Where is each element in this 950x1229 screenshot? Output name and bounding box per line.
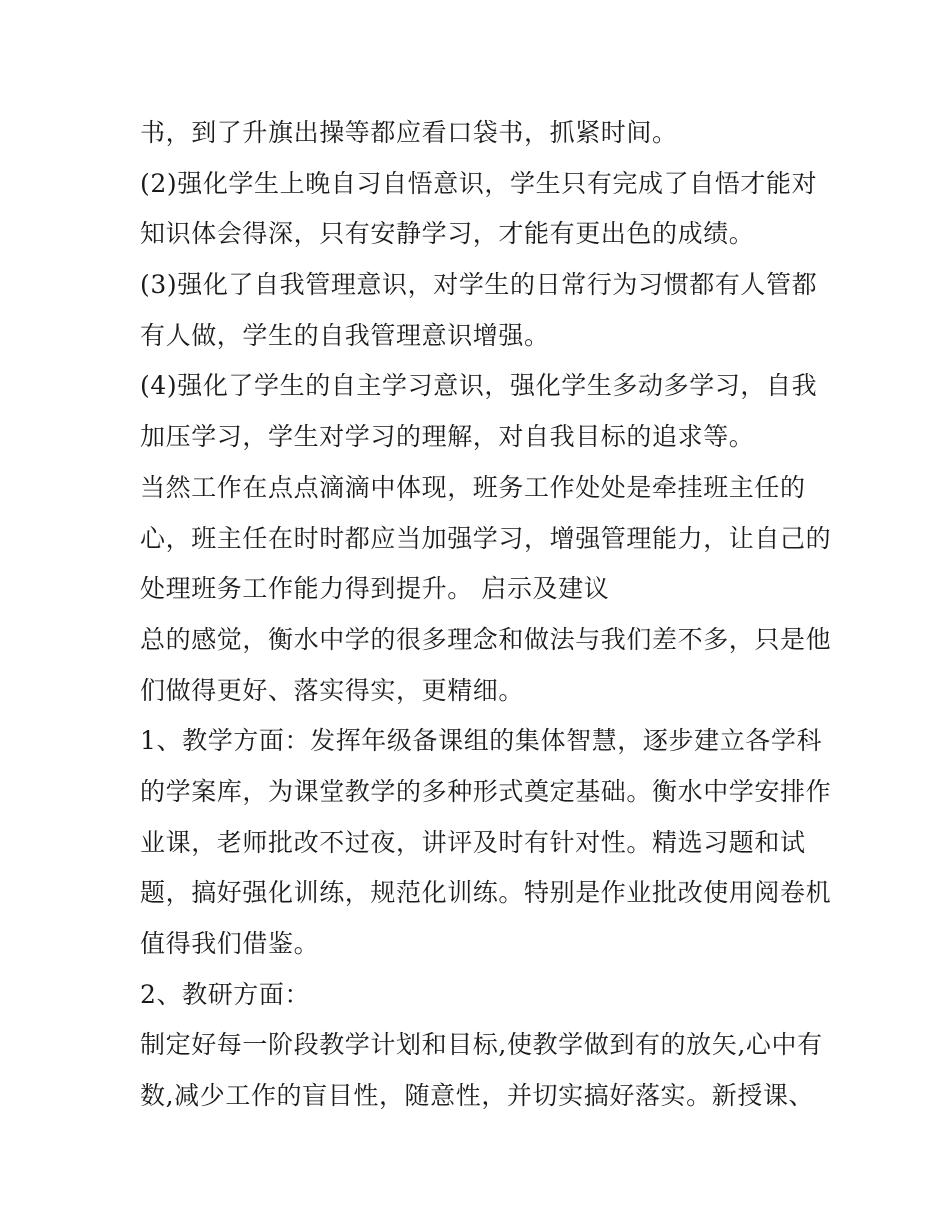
text-line: 加压学习，学生对学习的理解，对自我目标的追求等。: [140, 422, 755, 452]
text-line: (2)强化学生上晚自习自悟意识，学生只有完成了自悟才能对: [140, 168, 818, 198]
text-line: 题，搞好强化训练，规范化训练。特别是作业批改使用阅卷机: [140, 878, 832, 908]
text-line: (4)强化了学生的自主学习意识，强化学生多动多学习，自我: [140, 371, 818, 401]
text-line: 值得我们借鉴。: [140, 929, 320, 958]
text-line: 处理班务工作能力得到提升。 启示及建议: [140, 574, 610, 604]
text-line: 数,减少工作的盲目性，随意性，并切实搞好落实。新授课、: [140, 1081, 815, 1111]
text-line: 制定好每一阶段教学计划和目标,使教学做到有的放矢,心中有: [140, 1030, 823, 1060]
text-line: 书，到了升旗出操等都应看口袋书，抓紧时间。: [140, 118, 678, 147]
text-line: 们做得更好、落实得实，更精细。: [140, 675, 525, 705]
text-line: 1、教学方面：发挥年级备课组的集体智慧，逐步建立各学科: [140, 726, 823, 756]
text-line: 业课，老师批改不过夜，讲评及时有针对性。精选习题和试: [140, 827, 806, 857]
text-line: 总的感觉，衡水中学的很多理念和做法与我们差不多，只是他: [140, 624, 832, 654]
text-line: 心，班主任在时时都应当加强学习，增强管理能力，让自己的: [140, 523, 832, 553]
text-line: (3)强化了自我管理意识，对学生的日常行为习惯都有人管都: [140, 270, 818, 300]
text-line: 有人做，学生的自我管理意识增强。: [140, 320, 550, 350]
text-line: 知识体会得深，只有安静学习，才能有更出色的成绩。: [140, 219, 755, 249]
text-line: 当然工作在点点滴滴中体现，班务工作处处是牵挂班主任的: [140, 472, 806, 502]
text-line: 2、教研方面：: [140, 979, 311, 1009]
text-line: 的学案库，为课堂教学的多种形式奠定基础。衡水中学安排作: [140, 776, 832, 806]
body-text: [140, 108, 830, 1122]
